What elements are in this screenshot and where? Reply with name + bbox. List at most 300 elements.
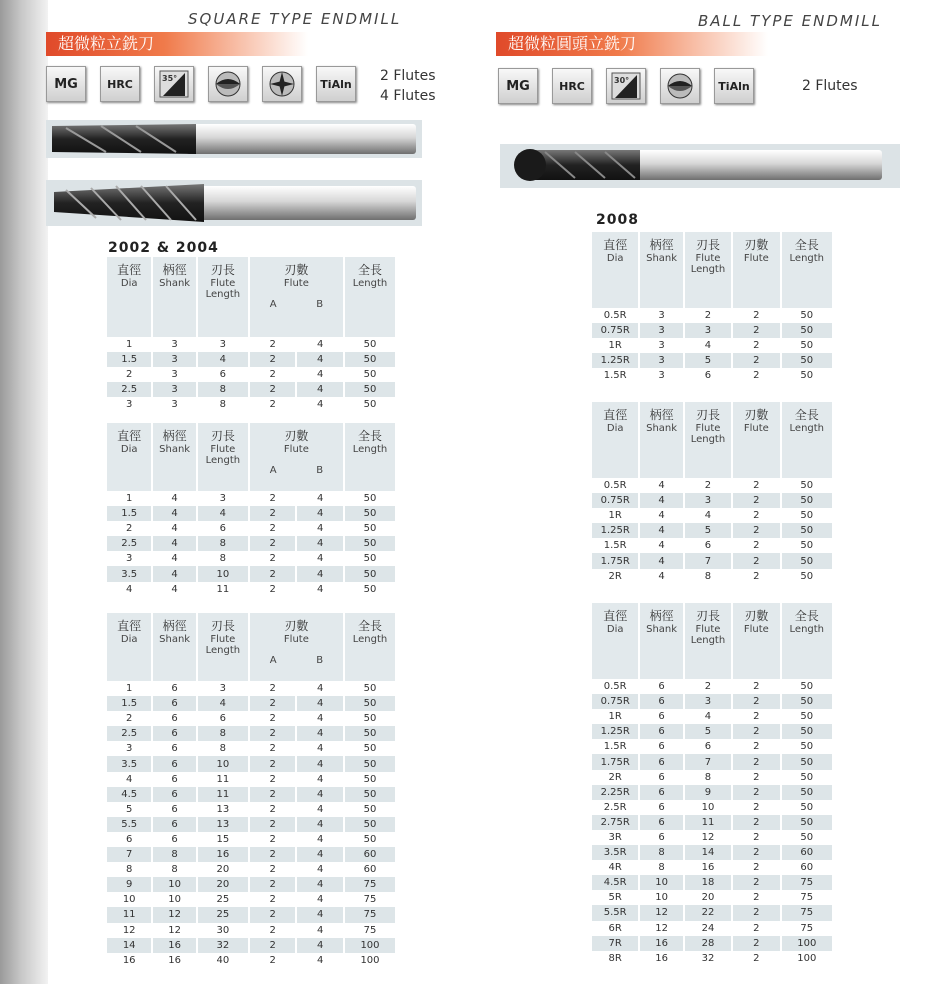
table-row (592, 323, 832, 338)
table-cell: 2R (608, 771, 622, 783)
header-cn: 刃長 (210, 263, 235, 277)
table-cell: 100 (797, 952, 817, 964)
table-cell: 16 (168, 954, 181, 966)
table-cell: 2R (608, 570, 622, 582)
table-cell: 2 (753, 370, 760, 382)
ball-spec-table-shank3 (590, 232, 834, 383)
table-row (592, 538, 832, 553)
table-cell: 6 (171, 713, 178, 725)
table-row (107, 566, 395, 581)
header-en: Dia (606, 253, 624, 264)
table-cell: 2 (753, 681, 760, 693)
ball-endmill-banner: 超微粒圓頭立銑刀 (496, 32, 768, 56)
table-row (107, 696, 395, 711)
table-cell: 3 (219, 683, 227, 695)
table-cell: 2 (753, 741, 760, 753)
table-row (107, 953, 395, 968)
header-en: Flute (743, 423, 769, 434)
table-cell: 1.75R (592, 754, 638, 769)
table-row (107, 397, 395, 412)
table-cell: 1.5 (107, 696, 151, 711)
table-cell: 2 (733, 845, 779, 860)
header-en: Shank (159, 634, 191, 645)
table-cell: 2 (269, 803, 276, 815)
table-row (107, 847, 395, 862)
flute-col-a: A (269, 465, 277, 476)
header-cn: 全長 (357, 263, 382, 277)
table-cell: 100 (782, 936, 832, 951)
page-binding-shadow (0, 0, 48, 984)
header-en: Flute (283, 278, 309, 289)
table-cell: 4 (171, 553, 178, 565)
header-cn: 全長 (357, 429, 382, 443)
table-cell: 4 (317, 399, 324, 411)
table-cell: 4 (171, 523, 178, 535)
table-cell: 15 (216, 833, 230, 845)
table-cell: 1 (126, 493, 133, 505)
table-cell: 16 (198, 847, 248, 862)
table-cell: 2 (753, 771, 760, 783)
table-cell: 25 (198, 907, 248, 922)
table-row (107, 382, 395, 397)
table-cell: 11 (107, 907, 151, 922)
table-cell: 50 (800, 801, 814, 813)
table-cell: 2 (753, 340, 760, 352)
table-cell: 4 (658, 480, 665, 492)
table-cell: 6 (658, 771, 665, 783)
table-cell: 2 (733, 875, 779, 890)
table-cell: 16 (701, 862, 715, 874)
table-cell: 50 (363, 553, 377, 565)
table-cell: 50 (782, 754, 832, 769)
table-cell: 8 (704, 570, 712, 582)
table-cell: 3 (685, 323, 731, 338)
table-cell: 50 (800, 370, 814, 382)
table-row (592, 860, 832, 875)
table-cell: 10 (640, 875, 682, 890)
table-cell: 6 (126, 833, 133, 845)
table-cell: 0.75R (592, 493, 638, 508)
header-en: Flute (743, 253, 769, 264)
header-en: Length (789, 423, 825, 434)
table-row (107, 352, 395, 367)
table-row (107, 938, 395, 953)
header-cn: 刃數 (284, 619, 309, 633)
table-cell: 2 (733, 553, 779, 568)
header-en: Length (352, 444, 388, 455)
table-cell: 4 (297, 726, 343, 741)
header-cn: 全長 (794, 238, 819, 252)
table-cell: 2 (250, 506, 296, 521)
table-cell: 16 (153, 938, 195, 953)
table-cell: 4 (171, 583, 178, 595)
table-cell: 3.5R (592, 845, 638, 860)
table-cell: 0.5R (603, 480, 627, 492)
table-cell: 5 (685, 724, 731, 739)
table-cell: 2 (733, 785, 779, 800)
right-flute-count: 2 Flutes (802, 78, 858, 94)
table-cell: 3 (219, 493, 227, 505)
table-cell: 50 (782, 694, 832, 709)
table-cell: 8 (219, 743, 227, 755)
table-row (592, 308, 832, 323)
header-cn: 全長 (794, 609, 819, 623)
table-cell: 100 (360, 954, 380, 966)
flute-count-4: 4 Flutes (380, 88, 436, 104)
table-cell: 50 (363, 399, 377, 411)
table-cell: 4 (198, 352, 248, 367)
table-cell: 50 (800, 310, 814, 322)
table-cell: 8 (658, 862, 665, 874)
table-row (107, 756, 395, 771)
table-cell: 4 (317, 924, 324, 936)
square-spec-table-shank6plus (105, 613, 397, 968)
header-cn: 全長 (357, 619, 382, 633)
table-cell: 50 (800, 480, 814, 492)
table-cell: 6 (153, 696, 195, 711)
column-header (250, 423, 343, 491)
table-cell: 2 (753, 862, 760, 874)
column-header (640, 402, 682, 478)
table-cell: 1.5R (603, 540, 627, 552)
table-row (592, 890, 832, 905)
header-cn: 刃數 (744, 609, 769, 623)
table-cell: 6 (640, 785, 682, 800)
table-cell: 4R (608, 862, 622, 874)
table-cell: 2 (733, 493, 779, 508)
column-header (153, 423, 195, 491)
table-cell: 50 (782, 815, 832, 830)
column-header (685, 603, 731, 679)
table-cell: 6 (171, 743, 178, 755)
table-cell: 2 (733, 694, 779, 709)
header-cn: 直徑 (603, 408, 628, 422)
table-cell: 2 (753, 922, 760, 934)
table-cell: 6 (153, 726, 195, 741)
header-cn: 刃數 (744, 408, 769, 422)
table-cell: 4 (317, 683, 324, 695)
table-row (592, 553, 832, 568)
helix-angle-icon (606, 68, 646, 104)
table-row (107, 726, 395, 741)
table-cell: 1.5R (603, 741, 627, 753)
table-cell: 2 (269, 399, 276, 411)
table-cell: 1.25R (592, 353, 638, 368)
table-cell: 100 (345, 938, 395, 953)
header-cn: 刃長 (695, 609, 720, 623)
table-cell: 75 (345, 907, 395, 922)
table-cell: 8 (640, 845, 682, 860)
table-cell: 2 (269, 683, 276, 695)
table-cell: 32 (701, 952, 715, 964)
table-cell: 2 (250, 726, 296, 741)
table-cell: 4 (297, 506, 343, 521)
table-cell: 3.5 (107, 566, 151, 581)
header-cn: 刃數 (284, 429, 309, 443)
header-en: Length (789, 253, 825, 264)
table-row (592, 724, 832, 739)
table-cell: 4 (317, 954, 324, 966)
flute-col-b: B (316, 299, 324, 310)
table-cell: 6 (640, 694, 682, 709)
table-cell: 6 (704, 540, 712, 552)
header-cn: 刃長 (695, 238, 720, 252)
square-spec-table-shank3 (105, 257, 397, 412)
table-cell: 20 (701, 892, 715, 904)
table-cell: 3 (219, 339, 227, 351)
table-cell: 2 (250, 817, 296, 832)
table-cell: 4 (317, 803, 324, 815)
square-spec-table-shank4 (105, 423, 397, 597)
table-cell: 4 (317, 583, 324, 595)
column-header (153, 613, 195, 681)
table-cell: 16 (122, 954, 136, 966)
table-cell: 50 (782, 523, 832, 538)
table-cell: 4 (317, 523, 324, 535)
table-cell: 16 (655, 952, 668, 964)
table-row (592, 679, 832, 694)
table-cell: 28 (685, 936, 731, 951)
table-cell: 10 (168, 894, 181, 906)
table-cell: 60 (782, 845, 832, 860)
column-header (198, 423, 248, 491)
header-cn: 柄徑 (649, 408, 674, 422)
table-cell: 1.5R (603, 370, 627, 382)
table-row (107, 711, 395, 726)
table-cell: 50 (363, 833, 377, 845)
table-cell: 12 (153, 907, 195, 922)
left-icon-row (46, 66, 356, 102)
table-cell: 2 (753, 310, 760, 322)
table-cell: 24 (701, 922, 715, 934)
header-en: Shank (159, 278, 191, 289)
table-cell: 3 (640, 323, 682, 338)
table-cell: 3 (658, 310, 665, 322)
table-cell: 12 (640, 905, 682, 920)
table-cell: 50 (345, 352, 395, 367)
table-row (107, 506, 395, 521)
table-cell: 4 (317, 864, 324, 876)
table-cell: 5.5 (107, 817, 151, 832)
tialn-coating-icon: TiAln (316, 66, 356, 102)
table-cell: 1.5 (107, 352, 151, 367)
table-cell: 4 (317, 339, 324, 351)
table-cell: 8 (219, 399, 227, 411)
table-cell: 11 (216, 583, 230, 595)
table-cell: 9 (107, 877, 151, 892)
table-cell: 5 (685, 523, 731, 538)
table-cell: 4 (297, 847, 343, 862)
table-cell: 10 (198, 756, 248, 771)
table-cell: 1 (126, 683, 133, 695)
table-cell: 4 (704, 510, 712, 522)
table-cell: 50 (800, 570, 814, 582)
table-cell: 2 (753, 711, 760, 723)
table-row (592, 936, 832, 951)
column-header (733, 232, 779, 308)
header-cn: 直徑 (117, 429, 142, 443)
column-header (685, 232, 731, 308)
column-header (107, 257, 151, 337)
header-en: Length (789, 624, 825, 635)
table-cell: 2 (269, 954, 276, 966)
header-en: Length (352, 278, 388, 289)
table-cell: 18 (685, 875, 731, 890)
header-en: Shank (646, 253, 678, 264)
table-cell: 4 (317, 773, 324, 785)
table-cell: 2 (753, 801, 760, 813)
table-cell: 50 (782, 493, 832, 508)
table-cell: 6 (704, 741, 712, 753)
table-row (107, 862, 395, 877)
header-cn: 柄徑 (649, 609, 674, 623)
column-header (685, 402, 731, 478)
header-en: Flute Length (690, 624, 726, 646)
table-cell: 4 (317, 369, 324, 381)
table-cell: 4 (704, 711, 712, 723)
table-cell: 4 (126, 773, 133, 785)
table-cell: 4 (317, 553, 324, 565)
square-endmill-title: SQUARE TYPE ENDMILL (188, 10, 402, 28)
table-cell: 2 (250, 756, 296, 771)
table-cell: 4 (317, 833, 324, 845)
table-cell: 2 (269, 833, 276, 845)
table-cell: 4 (153, 506, 195, 521)
table-cell: 3 (171, 369, 178, 381)
table-row (107, 907, 395, 922)
column-header (782, 603, 832, 679)
table-cell: 1R (608, 510, 622, 522)
header-en: Flute (283, 444, 309, 455)
ball-spec-table-shank4 (590, 402, 834, 584)
column-header (345, 257, 395, 337)
helix-angle-icon (154, 66, 194, 102)
hrc-icon: HRC (100, 66, 140, 102)
table-cell: 4 (297, 756, 343, 771)
table-cell: 7 (685, 754, 731, 769)
table-cell: 4 (126, 583, 133, 595)
table-row (592, 785, 832, 800)
table-cell: 8 (198, 382, 248, 397)
svg-text:30°: 30° (614, 76, 630, 85)
table-cell: 3 (640, 353, 682, 368)
table-cell: 50 (363, 583, 377, 595)
table-cell: 2 (250, 907, 296, 922)
column-header (250, 613, 343, 681)
table-row (107, 832, 395, 847)
table-cell: 50 (345, 787, 395, 802)
column-header (198, 613, 248, 681)
table-cell: 2 (269, 523, 276, 535)
header-cn: 刃數 (744, 238, 769, 252)
table-cell: 10 (198, 566, 248, 581)
table-cell: 4 (658, 570, 665, 582)
table-cell: 1.25R (592, 523, 638, 538)
table-cell: 50 (782, 323, 832, 338)
table-cell: 20 (216, 864, 230, 876)
table-cell: 6 (219, 713, 227, 725)
table-cell: 50 (782, 785, 832, 800)
header-en: Shank (159, 444, 191, 455)
table-cell: 10 (122, 894, 136, 906)
header-cn: 柄徑 (162, 429, 187, 443)
table-cell: 60 (363, 864, 377, 876)
table-cell: 5 (126, 803, 133, 815)
header-en: Flute (283, 634, 309, 645)
table-cell: 3.5 (107, 756, 151, 771)
table-cell: 3 (171, 339, 178, 351)
table-cell: 1R (608, 711, 622, 723)
table-cell: 4 (297, 817, 343, 832)
square-endmill-images (46, 118, 426, 230)
table-row (107, 741, 395, 756)
table-row (107, 892, 395, 907)
table-cell: 2 (250, 566, 296, 581)
table-row (592, 508, 832, 523)
table-cell: 2 (733, 815, 779, 830)
two-flute-section-icon (660, 68, 700, 104)
table-cell: 50 (800, 741, 814, 753)
table-row (592, 754, 832, 769)
table-cell: 50 (363, 493, 377, 505)
table-cell: 3 (658, 370, 665, 382)
table-cell: 4 (297, 352, 343, 367)
right-icon-row (498, 68, 754, 104)
table-cell: 2 (753, 570, 760, 582)
table-cell: 2 (733, 523, 779, 538)
table-cell: 4 (297, 382, 343, 397)
table-row (107, 367, 395, 382)
table-cell: 2 (753, 510, 760, 522)
flute-col-a: A (269, 299, 277, 310)
ball-spec-table-shank6plus (590, 603, 834, 966)
mg-icon: MG (498, 68, 538, 104)
table-cell: 4 (317, 894, 324, 906)
flute-col-a: A (269, 655, 277, 666)
table-cell: 4 (297, 787, 343, 802)
table-cell: 10 (655, 892, 668, 904)
table-cell: 4 (317, 713, 324, 725)
table-cell: 2 (269, 924, 276, 936)
table-cell: 2 (704, 310, 712, 322)
header-cn: 直徑 (603, 238, 628, 252)
table-cell: 4 (658, 540, 665, 552)
table-cell: 10 (153, 877, 195, 892)
tialn-coating-icon: TiAln (714, 68, 754, 104)
table-row (592, 951, 832, 966)
table-cell: 4 (640, 493, 682, 508)
table-cell: 4 (297, 877, 343, 892)
table-cell: 1R (608, 340, 622, 352)
table-cell: 2 (126, 369, 133, 381)
table-cell: 0.75R (592, 323, 638, 338)
table-cell: 13 (198, 817, 248, 832)
table-cell: 8 (198, 726, 248, 741)
table-row (107, 817, 395, 832)
table-cell: 2 (126, 713, 133, 725)
table-cell: 50 (800, 340, 814, 352)
table-cell: 6 (640, 754, 682, 769)
table-cell: 2 (733, 353, 779, 368)
table-cell: 2 (250, 847, 296, 862)
table-cell: 8R (608, 952, 622, 964)
table-row (592, 815, 832, 830)
table-cell: 12 (122, 924, 136, 936)
table-cell: 0.5R (603, 310, 627, 322)
table-cell: 7 (685, 553, 731, 568)
table-cell: 2 (250, 536, 296, 551)
table-cell: 2 (753, 892, 760, 904)
